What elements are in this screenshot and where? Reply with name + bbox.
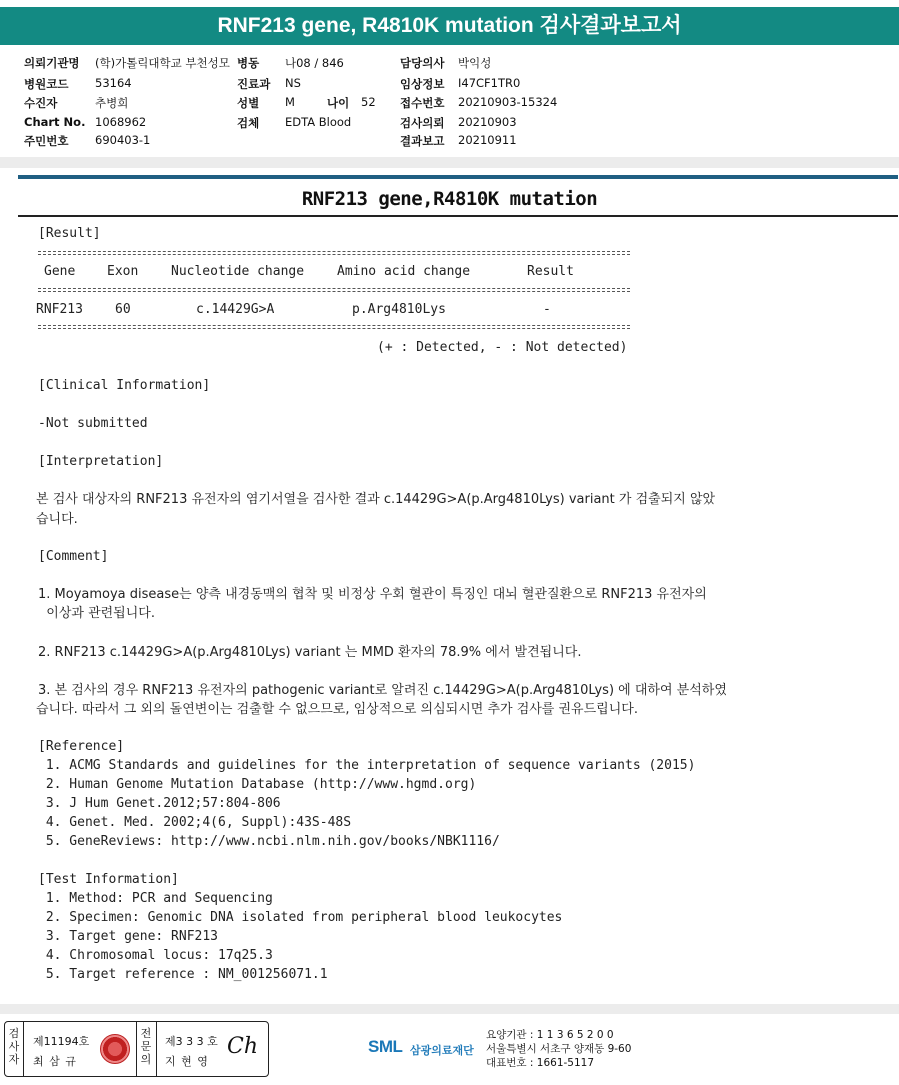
request-date-value: 20210903	[458, 115, 517, 129]
comment-line: 습니다. 따라서 그 외의 돌연변이는 검출할 수 없으므로, 임상적으로 의심되시면 추가 검사를 권유드립니다.	[36, 702, 638, 717]
dashed-rule	[38, 328, 630, 329]
table-cell-gene: RNF213	[36, 302, 83, 317]
age-value: 52	[361, 95, 376, 109]
comment-line: 이상과 관련됩니다.	[38, 606, 155, 621]
report-header-title: RNF213 gene, R4810K mutation 검사결과보고서	[0, 7, 899, 45]
logo-mark: SML	[368, 1037, 403, 1056]
doctor-value: 박익성	[458, 56, 492, 70]
reviewer-license: 제3 3 3 호	[165, 1035, 218, 1048]
dashed-rule	[38, 291, 630, 292]
reference-item: 1. ACMG Standards and guidelines for the interpretation of sequence variants (2015)	[38, 758, 696, 773]
dashed-rule	[38, 254, 630, 255]
test-info-item: 2. Specimen: Genomic DNA isolated from peripheral blood leukocytes	[38, 910, 563, 925]
specimen-label: 검체	[237, 116, 260, 130]
patient-value: 추병희	[95, 96, 129, 110]
ward-value: 나08 / 846	[285, 56, 344, 70]
reviewer-label: 전문의	[140, 1027, 152, 1066]
interpretation-line: 습니다.	[36, 512, 78, 527]
test-info-item: 5. Target reference : NM_001256071.1	[38, 967, 328, 982]
doctor-label: 담당의사	[400, 56, 445, 70]
reception-no-label: 접수번호	[400, 96, 445, 110]
tester-seal-stamp	[100, 1034, 130, 1064]
hospital-code-value: 53164	[95, 76, 132, 90]
patient-info-block	[0, 55, 899, 155]
reference-item: 4. Genet. Med. 2002;4(6, Suppl):43S-48S	[38, 815, 352, 830]
clinical-info-value: I47CF1TR0	[458, 76, 521, 90]
reception-no-value: 20210903-15324	[458, 95, 558, 109]
vertical-divider	[136, 1022, 137, 1076]
reference-item: 3. J Hum Genet.2012;57:804-806	[38, 796, 281, 811]
interpretation-heading: [Interpretation]	[38, 454, 164, 469]
reviewer-name: 지 현 영	[165, 1055, 209, 1068]
vertical-divider	[23, 1022, 24, 1076]
table-cell-exon: 60	[115, 302, 131, 317]
resident-no-label: 주민번호	[24, 134, 69, 148]
hospital-code-label: 병원코드	[24, 77, 69, 91]
report-date-value: 20210911	[458, 133, 517, 147]
sex-value: M	[285, 95, 295, 109]
reference-item: 2. Human Genome Mutation Database (http://www.hgmd.org)	[38, 777, 477, 792]
title-underline	[18, 215, 898, 217]
footer-phone: 대표번호 : 1661-5117	[486, 1057, 595, 1069]
report-date-label: 결과보고	[400, 134, 445, 148]
table-header-nucleotide: Nucleotide change	[171, 264, 305, 279]
institution-label: 의뢰기관명	[24, 56, 80, 70]
specimen-value: EDTA Blood	[285, 115, 352, 129]
comment-heading: [Comment]	[38, 549, 109, 564]
result-heading: [Result]	[38, 226, 101, 241]
footer-divider	[0, 1004, 899, 1014]
reference-heading: [Reference]	[38, 739, 125, 754]
table-cell-result: -	[543, 302, 551, 317]
tester-label: 검사자	[8, 1027, 20, 1066]
signature-box	[4, 1021, 269, 1077]
test-info-item: 1. Method: PCR and Sequencing	[38, 891, 273, 906]
table-header-result: Result	[527, 264, 574, 279]
result-legend: (+ : Detected, - : Not detected)	[377, 340, 628, 355]
table-cell-nucleotide: c.14429G>A	[196, 302, 275, 317]
table-cell-amino-acid: p.Arg4810Lys	[352, 302, 446, 317]
clinical-info-label: 임상정보	[400, 77, 445, 91]
clinical-text: -Not submitted	[38, 416, 148, 431]
footer-address: 서울특별시 서초구 양재동 9-60	[486, 1043, 632, 1055]
chart-no-label: Chart No.	[24, 115, 86, 129]
request-date-label: 검사의뢰	[400, 116, 445, 130]
table-header-exon: Exon	[107, 264, 139, 279]
dashed-rule	[38, 288, 630, 289]
chart-no-value: 1068962	[95, 115, 147, 129]
sex-label: 성별	[237, 96, 260, 110]
comment-line: 3. 본 검사의 경우 RNF213 유전자의 pathogenic variant로 알려진 c.14429G>A(p.Arg4810Lys) 에 대하여 분석하였	[38, 683, 727, 698]
logo-corp-name: 삼광의료재단	[410, 1044, 474, 1057]
reviewer-signature: Ch	[227, 1034, 259, 1059]
table-header-amino-acid: Amino acid change	[337, 264, 471, 279]
care-institution-code: 요양기관 : 1 1 3 6 5 2 0 0	[486, 1029, 614, 1041]
ward-label: 병동	[237, 56, 260, 70]
dashed-rule	[38, 325, 630, 326]
resident-no-value: 690403-1	[95, 133, 151, 147]
clinical-heading: [Clinical Information]	[38, 378, 211, 393]
test-info-item: 4. Chromosomal locus: 17q25.3	[38, 948, 273, 963]
institution-value: (학)가톨릭대학교 부천성모	[95, 56, 230, 70]
report-title: RNF213 gene,R4810K mutation	[301, 188, 598, 210]
test-info-heading: [Test Information]	[38, 872, 179, 887]
reference-item: 5. GeneReviews: http://www.ncbi.nlm.nih.gov/books/NBK1116/	[38, 834, 500, 849]
tester-name: 최 삼 규	[33, 1055, 77, 1068]
tester-license: 제11194호	[33, 1035, 90, 1048]
age-label: 나이	[327, 96, 350, 110]
vertical-divider	[156, 1022, 157, 1076]
test-info-item: 3. Target gene: RNF213	[38, 929, 219, 944]
comment-line: 1. Moyamoya disease는 양측 내경동맥의 협착 및 비정상 우회 혈관이 특징인 대뇌 혈관질환으로 RNF213 유전자의	[38, 587, 707, 602]
patient-label: 수진자	[24, 96, 58, 110]
section-divider	[0, 157, 899, 168]
dashed-rule	[38, 251, 630, 252]
department-label: 진료과	[237, 77, 271, 91]
department-value: NS	[285, 76, 301, 90]
blue-rule	[18, 175, 898, 179]
interpretation-line: 본 검사 대상자의 RNF213 유전자의 염기서열을 검사한 결과 c.14429G>A(p.Arg4810Lys) variant 가 검출되지 않았	[36, 492, 716, 507]
comment-line: 2. RNF213 c.14429G>A(p.Arg4810Lys) variant 는 MMD 환자의 78.9% 에서 발견됩니다.	[38, 645, 582, 660]
table-header-gene: Gene	[44, 264, 76, 279]
footer-contact	[486, 1028, 631, 1070]
